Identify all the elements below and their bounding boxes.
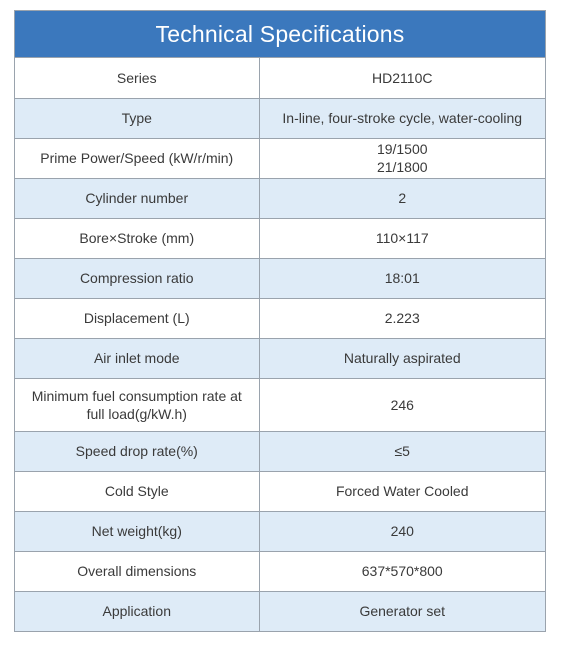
- table-row-air-inlet-mode: [15, 338, 545, 378]
- table-row-overall-dimensions: [15, 551, 545, 591]
- spec-value: ≤5: [259, 431, 545, 471]
- spec-label: Series: [15, 58, 259, 98]
- spec-value: 637*570*800: [259, 551, 545, 591]
- table-row-speed-drop-rate: [15, 431, 545, 471]
- spec-label: Overall dimensions: [15, 551, 259, 591]
- spec-label: Type: [15, 98, 259, 138]
- table-row-type: [15, 98, 545, 138]
- spec-value: 246: [259, 378, 545, 431]
- spec-label: Cylinder number: [15, 178, 259, 218]
- spec-value: [259, 138, 545, 178]
- spec-value: 18:01: [259, 258, 545, 298]
- spec-value: 110×117: [259, 218, 545, 258]
- spec-value: HD2110C: [259, 58, 545, 98]
- spec-title: Technical Specifications: [15, 11, 545, 58]
- spec-value: Naturally aspirated: [259, 338, 545, 378]
- spec-label: Application: [15, 591, 259, 631]
- table-row-application: [15, 591, 545, 631]
- spec-value: Forced Water Cooled: [259, 471, 545, 511]
- table-row-displacement: [15, 298, 545, 338]
- spec-table-container: [14, 10, 546, 632]
- table-row-cold-style: [15, 471, 545, 511]
- spec-label: Speed drop rate(%): [15, 431, 259, 471]
- table-row-fuel-consumption: [15, 378, 545, 431]
- table-row-series: [15, 58, 545, 98]
- spec-label: Cold Style: [15, 471, 259, 511]
- spec-label: Compression ratio: [15, 258, 259, 298]
- spec-table: [15, 58, 545, 631]
- spec-value: 2: [259, 178, 545, 218]
- table-row-bore-stroke: [15, 218, 545, 258]
- spec-label: Displacement (L): [15, 298, 259, 338]
- table-row-compression-ratio: [15, 258, 545, 298]
- spec-label: Minimum fuel consumption rate at full load(g/kW.h): [15, 378, 259, 431]
- spec-label: Prime Power/Speed (kW/r/min): [15, 138, 259, 178]
- spec-value: 240: [259, 511, 545, 551]
- spec-value: In-line, four-stroke cycle, water-cooling: [259, 98, 545, 138]
- table-row-net-weight: [15, 511, 545, 551]
- spec-label: Air inlet mode: [15, 338, 259, 378]
- spec-value-line: 21/1800: [376, 159, 428, 175]
- table-row-cylinder-number: [15, 178, 545, 218]
- spec-value: Generator set: [259, 591, 545, 631]
- table-row-prime-power: [15, 138, 545, 178]
- spec-value: 2.223: [259, 298, 545, 338]
- spec-label: Bore×Stroke (mm): [15, 218, 259, 258]
- spec-label: Net weight(kg): [15, 511, 259, 551]
- spec-value-line: 19/1500: [376, 141, 428, 157]
